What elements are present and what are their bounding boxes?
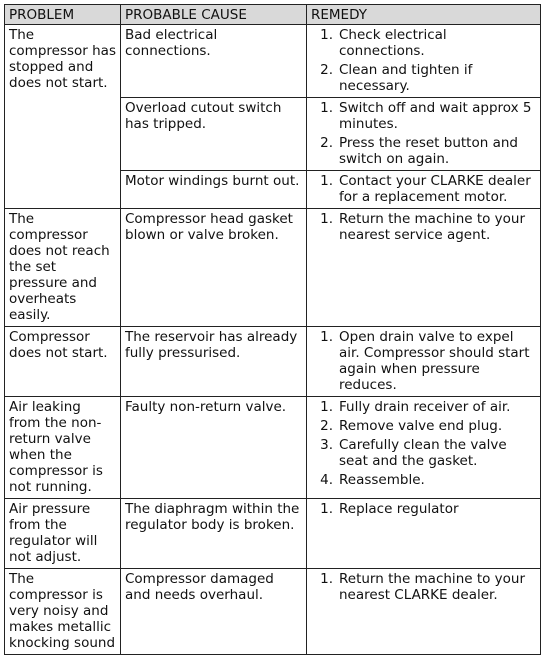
cause-cell: Bad electrical connections. — [121, 25, 307, 98]
problem-cell: Air leaking from the non-return valve when the compressor is not running. — [5, 397, 121, 499]
header-probable-cause: PROBABLE CAUSE — [121, 5, 307, 25]
remedy-step: 1. Fully drain receiver of air. — [320, 399, 511, 415]
table-row — [5, 499, 541, 569]
table-row — [5, 25, 541, 98]
table-row — [5, 209, 541, 327]
remedy-cell — [307, 171, 541, 209]
problem-cell: Compressor does not start. — [5, 327, 121, 397]
remedy-cell — [307, 569, 541, 655]
remedy-cell — [307, 499, 541, 569]
header-row — [5, 5, 541, 25]
remedy-step: 4. Reassemble. — [320, 472, 425, 488]
cause-cell: Compressor head gasket blown or valve broken. — [121, 209, 307, 327]
remedy-step: 1. Open drain valve to expel air. Compressor should start again when pressure reduces. — [320, 329, 530, 393]
cause-cell: Compressor damaged and needs overhaul. — [121, 569, 307, 655]
remedy-step: 1. Return the machine to your nearest CLARKE dealer. — [320, 571, 526, 603]
remedy-step: 1. Switch off and wait approx 5 minutes. — [320, 100, 532, 132]
remedy-step: 1. Return the machine to your nearest service agent. — [320, 211, 526, 243]
cause-cell: Overload cutout switch has tripped. — [121, 98, 307, 171]
problem-cell: The compressor is very noisy and makes metallic knocking sound — [5, 569, 121, 655]
problem-cell: The compressor has stopped and does not start. — [5, 25, 121, 209]
cause-cell: Faulty non-return valve. — [121, 397, 307, 499]
remedy-cell — [307, 98, 541, 171]
remedy-step: 1. Contact your CLARKE dealer for a replacement motor. — [320, 173, 531, 205]
problem-cell: Air pressure from the regulator will not adjust. — [5, 499, 121, 569]
remedy-step: 2. Press the reset button and switch on again. — [320, 135, 518, 167]
remedy-cell — [307, 25, 541, 98]
remedy-step: 2. Remove valve end plug. — [320, 418, 503, 434]
table-row — [5, 327, 541, 397]
cause-cell: The diaphragm within the regulator body is broken. — [121, 499, 307, 569]
remedy-step: 1. Replace regulator — [320, 501, 459, 517]
remedy-cell — [307, 327, 541, 397]
header-remedy: REMEDY — [307, 5, 541, 25]
remedy-cell — [307, 397, 541, 499]
table-row — [5, 569, 541, 655]
table-row — [5, 397, 541, 499]
remedy-step: 2. Clean and tighten if necessary. — [320, 62, 473, 94]
remedy-step: 1. Check electrical connections. — [320, 27, 447, 59]
header-problem: PROBLEM — [5, 5, 121, 25]
remedy-cell — [307, 209, 541, 327]
cause-cell: Motor windings burnt out. — [121, 171, 307, 209]
remedy-step: 3. Carefully clean the valve seat and the gasket. — [320, 437, 507, 469]
troubleshooting-table — [4, 4, 541, 655]
problem-cell: The compressor does not reach the set pressure and overheats easily. — [5, 209, 121, 327]
cause-cell: The reservoir has already fully pressurised. — [121, 327, 307, 397]
